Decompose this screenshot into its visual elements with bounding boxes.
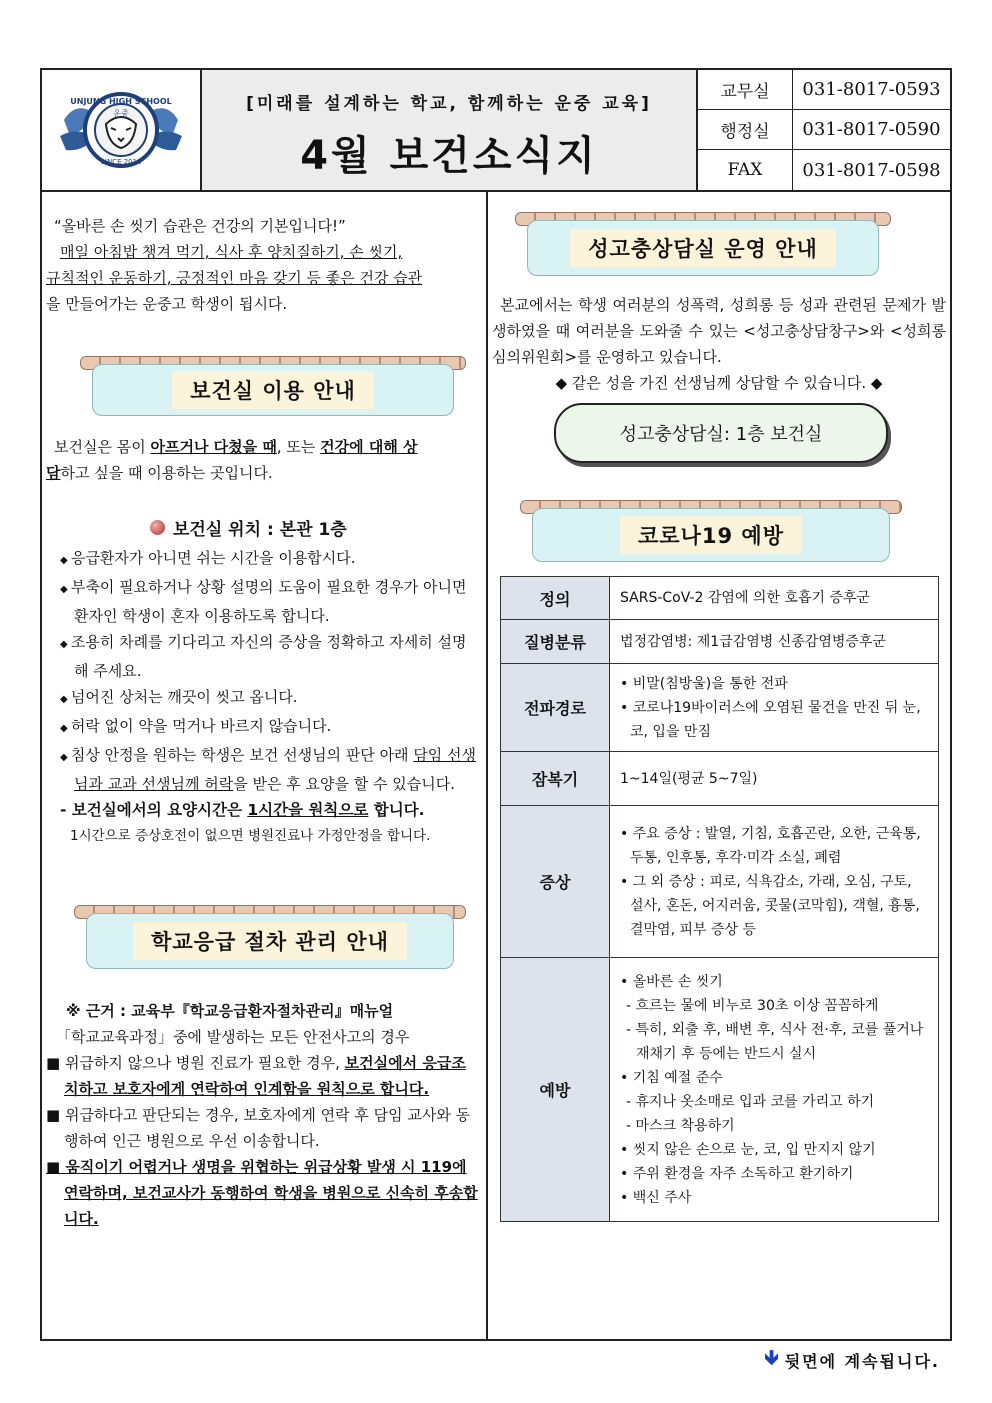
location-text: 보건실 위치 : 본관 1층	[173, 520, 347, 540]
table-row	[501, 806, 939, 958]
value-line: • 주요 증상 : 발열, 기침, 호흡곤란, 오한, 근육통, 두통, 인후통, 후각·미각 소실, 폐렴	[620, 825, 921, 866]
value-line: • 비말(침방울)을 통한 전파	[620, 675, 788, 692]
desc-text: 하고 싶을 때 이용하는 곳입니다.	[60, 464, 273, 482]
square-bullet-icon: ■	[46, 1106, 65, 1124]
intro-line: 매일 아침밥 챙겨 먹기, 식사 후 양치질하기, 손 씻기,	[60, 243, 403, 261]
emergency-section	[46, 998, 480, 1232]
desc-emphasis: 건강에 대해 상	[320, 438, 418, 456]
health-room-desc	[46, 434, 480, 486]
rest-emphasis: 1시간을 원칙으로	[247, 801, 369, 819]
table-row	[501, 620, 939, 664]
emergency-banner	[74, 905, 466, 969]
banner-title: 보건실 이용 안내	[172, 371, 374, 409]
banner-title: 코로나19 예방	[620, 516, 802, 554]
row-value: 법정감염병: 제1급감염병 신종감염병증후군	[610, 620, 939, 664]
value-line: - 흐르는 물에 비누로 30초 이상 꼼꼼하게	[626, 997, 879, 1014]
value-line: - 휴지나 옷소매로 입과 코를 가리고 하기	[626, 1093, 875, 1110]
emergency-step	[46, 1050, 480, 1102]
diamond-icon: ◆	[60, 639, 71, 650]
row-value: SARS-CoV-2 감염에 의한 호흡기 증후군	[610, 577, 939, 620]
logo-text: UNJUNG HIGH SCHOOL	[70, 97, 172, 106]
rule-text: 넘어진 상처는 깨끗이 씻고 옵니다.	[70, 688, 298, 706]
contact-row	[698, 70, 950, 110]
contact-label: FAX	[698, 150, 793, 190]
rest-time-note: 1시간으로 증상호전이 없으면 병원진료나 가정안정을 합니다.	[70, 828, 431, 844]
health-room-location	[150, 515, 347, 540]
health-room-banner	[80, 356, 466, 416]
continue-note	[764, 1343, 940, 1377]
contact-row	[698, 110, 950, 150]
contact-phone: 031-8017-0590	[802, 119, 941, 140]
rule-text: 조용히 차례를 기다리고 자신의 증상을 정확하고 자세히 설명해 주세요.	[70, 633, 467, 680]
value-line: • 백신 주사	[620, 1189, 692, 1206]
emergency-scope: 「학교교육과정」중에 발생하는 모든 안전사고의 경우	[56, 1028, 410, 1046]
table-row	[501, 958, 939, 1222]
arrow-down-icon: 🡻	[764, 1345, 781, 1369]
value-line: • 기침 예절 준수	[620, 1069, 723, 1086]
covid-banner	[520, 500, 902, 562]
table-row	[501, 664, 939, 752]
emergency-step	[46, 1102, 480, 1154]
rule-text: 침상 안정을 원하는 학생은 보건 선생님의 판단 아래	[70, 746, 414, 764]
logo-hanja: 운중	[113, 109, 129, 118]
desc-emphasis: 담	[46, 464, 61, 482]
emergency-step	[46, 1154, 480, 1232]
rest-time-rule	[52, 797, 480, 823]
contact-label: 교무실	[698, 70, 793, 109]
intro-line: 을 만들어가는 운중고 학생이 됩시다.	[46, 295, 288, 313]
row-value	[610, 958, 939, 1222]
subtitle: [미래를 설계하는 학교, 함께하는 운중 교육]	[246, 94, 652, 114]
value-line: • 씻지 않은 손으로 눈, 코, 입 만지지 않기	[620, 1141, 876, 1158]
counseling-banner	[515, 212, 891, 276]
diamond-icon: ◆	[60, 694, 71, 705]
step-text: 위급하다고 판단되는 경우, 보호자에게 연락 후 담임 교사와 동행하여 인근 병원으로 우선 이송합니다.	[64, 1106, 471, 1150]
logo-since: SINCE 2010	[100, 158, 142, 166]
row-value	[610, 806, 939, 958]
row-value: 1~14일(평균 5~7일)	[610, 752, 939, 806]
row-key: 잠복기	[501, 752, 610, 806]
step-text: 위급하지 않으나 병원 진료가 필요한 경우,	[64, 1054, 345, 1072]
contact-fax: 031-8017-0598	[802, 159, 941, 181]
banner-title: 성고충상담실 운영 안내	[570, 229, 835, 267]
intro-section	[46, 213, 480, 317]
rule-item	[52, 629, 480, 684]
square-bullet-icon: ■	[46, 1054, 65, 1072]
diamond-icon: ◆	[60, 723, 71, 734]
emergency-basis: ※ 근거 : 교육부『학교응급환자절차관리』매뉴얼	[66, 1002, 394, 1020]
rule-item	[52, 742, 480, 797]
contact-table	[698, 70, 950, 190]
row-value	[610, 664, 939, 752]
rule-text: 응급환자가 아니면 쉬는 시간을 이용합시다.	[70, 549, 356, 567]
desc-emphasis: 아프거나 다쳤을 때	[150, 438, 277, 456]
title-block	[202, 70, 698, 190]
header	[42, 70, 950, 192]
contact-label: 행정실	[698, 110, 793, 149]
table-row	[501, 577, 939, 620]
counseling-note: ◆ 같은 성을 가진 선생님께 상담할 수 있습니다. ◆	[555, 374, 883, 392]
table-row	[501, 752, 939, 806]
covid-table	[500, 576, 939, 1222]
intro-quote: “올바른 손 씻기 습관은 건강의 기본입니다!”	[54, 217, 346, 235]
desc-text: 보건실은 몸이	[54, 438, 151, 456]
value-line: • 코로나19바이러스에 오염된 물건을 만진 뒤 눈, 코, 입을 만짐	[620, 699, 921, 740]
rest-text: - 보건실에서의 요양시간은	[60, 801, 248, 819]
rest-text: 합니다.	[368, 801, 425, 819]
row-key: 질병분류	[501, 620, 610, 664]
value-line: • 주위 환경을 자주 소독하고 환기하기	[620, 1165, 854, 1182]
page-title: 4월 보건소식지	[300, 133, 598, 179]
diamond-icon: ◆	[60, 752, 71, 763]
counseling-desc: 본교에서는 학생 여러분의 성폭력, 성희롱 등 성과 관련된 문제가 발생하였을 때 여러분을 도와줄 수 있는 <성고충상담창구>와 <성희롱 심의위원회>를 운영하고 있습니다.	[492, 296, 946, 366]
contact-row	[698, 150, 950, 190]
banner-title: 학교응급 절차 관리 안내	[133, 922, 407, 960]
rule-emphasis: 담임 선생님과 교과 선생님께 허락	[74, 746, 477, 793]
rule-text: 부축이 필요하거나 상황 설명의 도움이 필요한 경우가 아니면 환자인 학생이 혼자 이용하도록 합니다.	[70, 578, 467, 625]
counseling-location: 성고충상담실: 1층 보건실	[554, 403, 888, 463]
value-line: - 마스크 착용하기	[626, 1117, 735, 1134]
value-line: • 올바른 손 씻기	[620, 973, 723, 990]
contact-phone: 031-8017-0593	[802, 79, 941, 100]
row-key: 예방	[501, 958, 610, 1222]
step-emphasis: 보건실에서 응급조치하고 보호자에게 연락하여 인계함을 원칙으로 합니다.	[64, 1054, 466, 1098]
square-bullet-icon: ■	[46, 1158, 66, 1176]
rule-item	[52, 574, 480, 629]
value-line: - 특히, 외출 후, 배변 후, 식사 전·후, 코를 풀거나 재채기 후 등에는 반드시 실시	[626, 1021, 924, 1062]
continue-text: 뒷면에 계속됩니다.	[784, 1351, 940, 1371]
desc-text: , 또는	[276, 438, 321, 456]
intro-line: 규칙적인 운동하기, 긍정적인 마음 갖기 등 좋은 건강 습관	[46, 269, 423, 287]
value-line: • 그 외 증상 : 피로, 식욕감소, 가래, 오심, 구토, 설사, 혼돈, 어지러움, 콧물(코막힘), 객혈, 흉통, 결막염, 피부 증상 등	[620, 873, 920, 938]
health-room-rules	[52, 545, 480, 849]
diamond-icon: ◆	[60, 584, 71, 595]
counseling-section	[492, 292, 946, 396]
rule-text: 허락 없이 약을 먹거나 바르지 않습니다.	[70, 717, 332, 735]
rule-item	[52, 545, 480, 574]
step-text: 움직이기 어렵거나 생명을 위협하는 위급상황 발생 시 119에 연락하며, 보건교사가 동행하여 학생을 병원으로 신속히 후송합니다.	[64, 1158, 478, 1228]
row-key: 전파경로	[501, 664, 610, 752]
diamond-icon: ◆	[60, 555, 71, 566]
rule-item	[52, 713, 480, 742]
column-divider	[486, 190, 488, 1341]
row-key: 정의	[501, 577, 610, 620]
bullet-ball-icon	[150, 520, 165, 535]
row-key: 증상	[501, 806, 610, 958]
rule-text: 을 받은 후 요양을 할 수 있습니다.	[233, 775, 455, 793]
rule-item	[52, 684, 480, 713]
school-logo	[42, 70, 202, 190]
